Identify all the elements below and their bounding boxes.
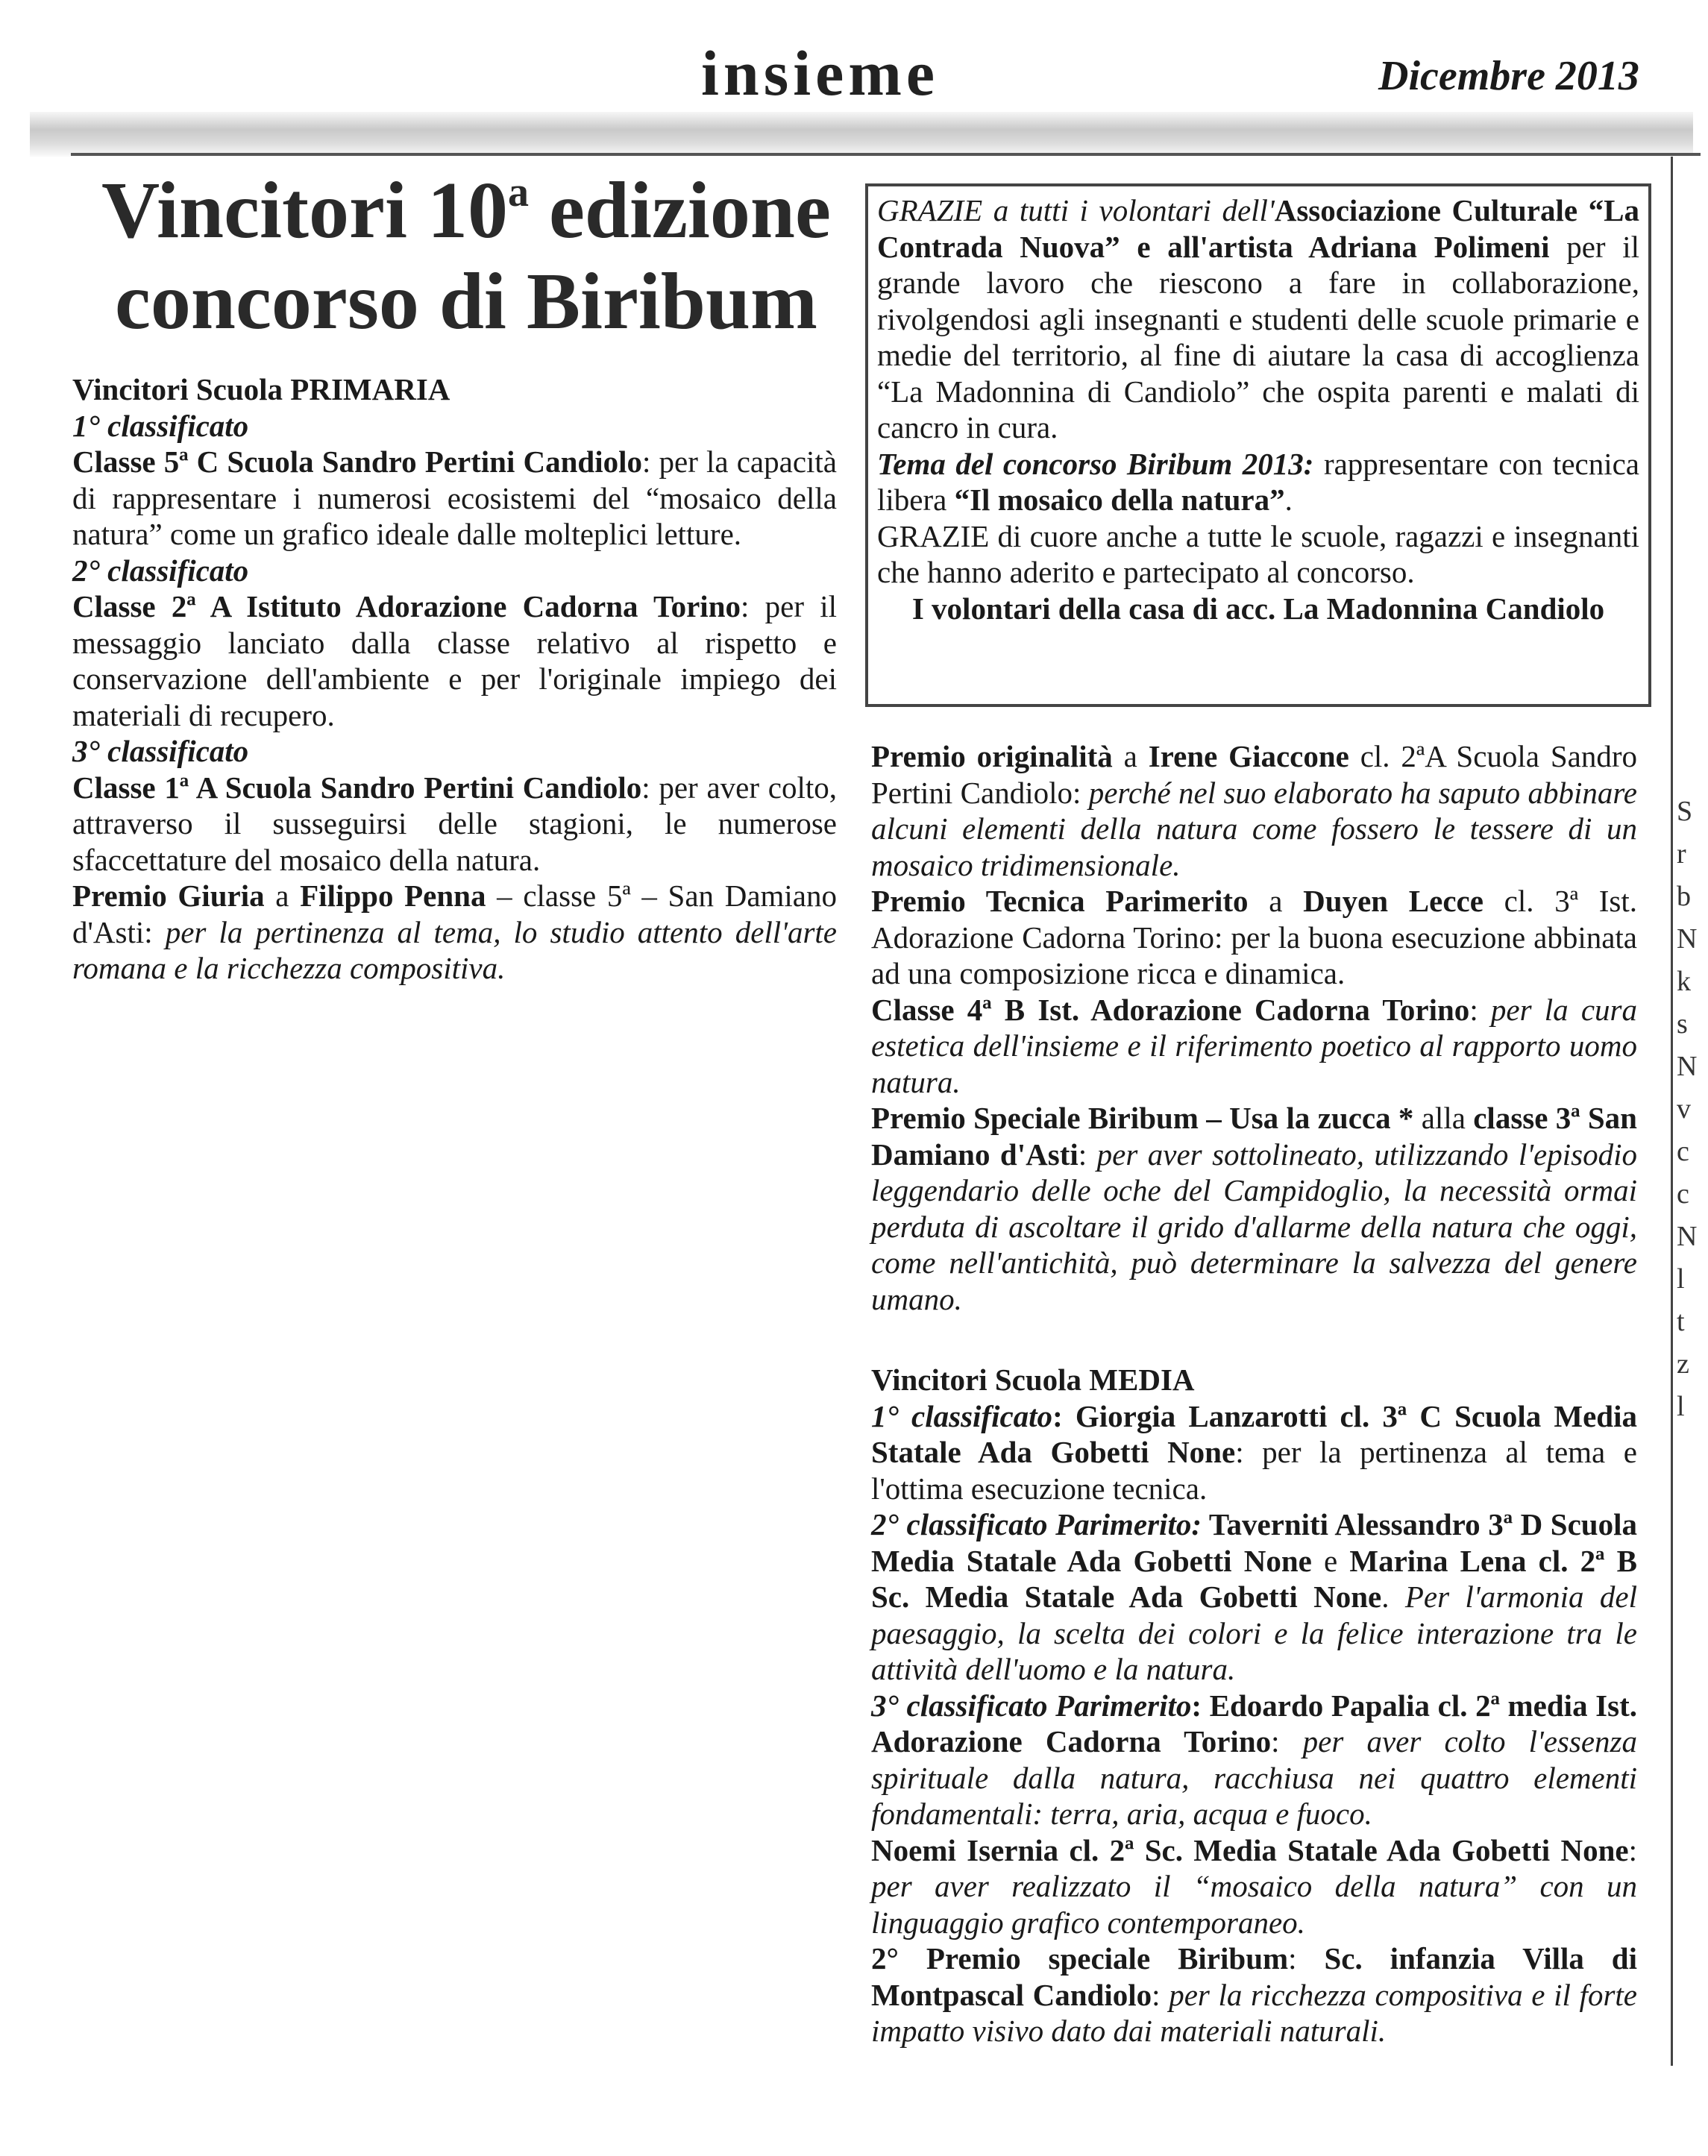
- premio-speciale-winner: classe 3ª San Damiano d'Asti: [871, 1101, 1637, 1172]
- thanks-association: Associazione Culturale “La Contrada Nuova” e all'artista Adriana Polimeni: [877, 193, 1639, 264]
- premio-originalita-class: cl. 2ªA Scuola Sandro Pertini Candiolo:: [871, 739, 1637, 810]
- media-second-winner-2: Marina Lena cl. 2ª B Sc. Media Statale Ada Gobetti None: [871, 1543, 1637, 1614]
- premio-tecnica-winner: Duyen Lecce: [1303, 884, 1483, 918]
- headline-sup: a: [507, 169, 529, 216]
- premio-originalita-a: a: [1112, 739, 1149, 773]
- media-third-label: 3° classificato Parimerito: [871, 1688, 1192, 1723]
- headline-line2: concorso di Biribum: [114, 257, 818, 346]
- header-rule-band: [30, 112, 1693, 157]
- classe-4b-colon: :: [1469, 992, 1491, 1027]
- primaria-first-label: 1° classificato: [72, 408, 249, 443]
- article-headline: [82, 166, 850, 348]
- media-third-entry: [871, 1688, 1637, 1832]
- media-fourth-entry: [871, 1832, 1637, 1941]
- headline-line1-b: edizione: [528, 166, 831, 255]
- thanks-signature: I volontari della casa di acc. La Madonnina Candiolo: [911, 591, 1605, 626]
- margin-letter: l: [1677, 1391, 1685, 1422]
- section-gap: [871, 1317, 1637, 1362]
- media-second-label: 2° classificato Parimerito:: [871, 1507, 1202, 1541]
- tema-title: “Il mosaico della natura”: [954, 483, 1285, 517]
- media-fourth-colon: :: [1628, 1832, 1637, 1867]
- margin-letter: N: [1677, 1051, 1698, 1082]
- media-third-colon: :: [1271, 1724, 1303, 1759]
- primaria-second-label: 2° classificato: [72, 553, 249, 588]
- margin-letter: N: [1677, 1221, 1698, 1252]
- thanks-box-text: [877, 192, 1639, 626]
- premio-speciale-motivation: per aver sottolineato, utilizzando l'episodio leggendario delle oche del Campidoglio, la necessità ormai perduta di ascoltare il grido d'allarme della natura che oggi, come nell'antichità, può determinare la salvezza del genere umano.: [871, 1137, 1637, 1316]
- premio-giuria-winner: Filippo Penna: [300, 879, 486, 913]
- premio-tecnica-entry: [871, 883, 1637, 992]
- margin-letter: c: [1677, 1178, 1689, 1210]
- margin-letter: r: [1677, 838, 1686, 870]
- thanks-paragraph-2: [877, 446, 1639, 518]
- media-heading: Vincitori Scuola MEDIA: [871, 1363, 1195, 1397]
- media-fourth-motivation: per aver realizzato il “mosaico della natura” con un linguaggio grafico contemporaneo.: [871, 1869, 1637, 1940]
- premio-speciale-colon: :: [1078, 1137, 1097, 1172]
- classe-4b-title: Classe 4ª B Ist. Adorazione Cadorna Torino: [871, 992, 1470, 1027]
- primaria-second-class: Classe 2ª A Istituto Adorazione Cadorna Torino: [72, 589, 741, 623]
- margin-letter: v: [1677, 1093, 1691, 1125]
- thanks-box: [865, 183, 1651, 707]
- primaria-third-class: Classe 1ª A Scuola Sandro Pertini Candiolo: [72, 770, 642, 805]
- margin-letter: N: [1677, 923, 1698, 955]
- headline-line1-a: Vincitori 10: [101, 166, 508, 255]
- classe-4b-entry: [871, 992, 1637, 1101]
- media-second-and: e: [1311, 1543, 1350, 1578]
- media-first-entry: [871, 1398, 1637, 1507]
- premio-tecnica-text: cl. 3ª Ist. Adorazione Cadorna Torino: per la buona esecuzione abbinata ad una composizione ricca e dinamica.: [871, 884, 1637, 990]
- media-second-motivation: Per l'armonia del paesaggio, la scelta dei colori e la felice interazione tra le attività dell'uomo e la natura.: [871, 1580, 1637, 1686]
- tema-text: rappresentare con tecnica libera: [877, 446, 1640, 517]
- premio-speciale-alla: alla: [1413, 1101, 1474, 1135]
- margin-letter: z: [1677, 1348, 1689, 1380]
- margin-letter: s: [1677, 1008, 1688, 1040]
- margin-letter: S: [1677, 796, 1693, 827]
- issue-date: Dicembre 2013: [1378, 53, 1639, 99]
- primaria-second-text: : per il messaggio lanciato dalla classe relativo al rispetto e conservazione dell'ambiente e per l'originale impiego dei materiali di recupero.: [72, 589, 837, 732]
- media-first-winner: : Giorgia Lanzarotti cl. 3ª C Scuola Media Statale Ada Gobetti None: [871, 1398, 1637, 1469]
- margin-letter: k: [1677, 966, 1691, 997]
- right-column: [871, 738, 1637, 2049]
- margin-letters: [1677, 791, 1707, 1428]
- thanks-body: per il grande lavoro che riescono a fare in collaborazione, rivolgendosi agli insegnanti e studenti delle scuole primarie e medie del territorio, al fine di aiutare la casa di accoglienza “La Madonnina di Candiolo” che ospita parenti e malati di cancro in cura.: [877, 229, 1640, 444]
- premio-speciale-entry: [871, 1100, 1637, 1317]
- media-first-label: 1° classificato: [871, 1398, 1053, 1433]
- premio-originalita-title: Premio originalità: [871, 739, 1113, 773]
- media-second-entry: [871, 1506, 1637, 1688]
- tema-end: .: [1284, 483, 1293, 517]
- premio-giuria-class: – classe 5ª – San Damiano d'Asti:: [72, 879, 837, 949]
- premio-tecnica-a: a: [1248, 884, 1304, 918]
- primaria-first-text: : per la capacità di rappresentare i numerosi ecosistemi del “mosaico della natura” come un grafico ideale dalle molteplici letture.: [72, 444, 837, 551]
- premio-speciale-title: Premio Speciale Biribum – Usa la zucca *: [871, 1101, 1414, 1135]
- premio-speciale-2-motivation: per la ricchezza compositiva e il forte impatto visivo dato dai materiali naturali.: [871, 1977, 1637, 2048]
- primaria-third-text: : per aver colto, attraverso il susseguirsi delle stagioni, le numerose sfaccettature del mosaico della natura.: [72, 770, 837, 877]
- margin-letter: b: [1677, 881, 1691, 912]
- margin-letter: c: [1677, 1136, 1689, 1167]
- primaria-second-entry: [72, 588, 837, 733]
- primaria-first-entry: [72, 444, 837, 553]
- thanks-paragraph-3: GRAZIE di cuore anche a tutte le scuole, ragazzi e insegnanti che hanno aderito e partecipato al concorso.: [877, 518, 1639, 589]
- media-second-winner-1: Taverniti Alessandro 3ª D Scuola Media Statale Ada Gobetti None: [871, 1507, 1637, 1578]
- media-third-winner: : Edoardo Papalia cl. 2ª media Ist. Adorazione Cadorna Torino: [871, 1688, 1637, 1759]
- premio-speciale-2-colon-2: :: [1152, 1977, 1169, 2012]
- primaria-heading: [72, 371, 837, 408]
- primaria-third-entry: [72, 770, 837, 879]
- premio-speciale-2-title: 2° Premio speciale Biribum: [871, 1941, 1289, 1976]
- page-right-border: [1671, 157, 1673, 2066]
- left-column: [72, 371, 837, 987]
- newspaper-masthead: insieme: [701, 37, 940, 109]
- tema-label: Tema del concorso Biribum 2013:: [877, 446, 1314, 481]
- primaria-first-class: Classe 5ª C Scuola Sandro Pertini Candiolo: [72, 444, 643, 479]
- margin-letter: t: [1677, 1306, 1685, 1337]
- media-third-motivation: per aver colto l'essenza spirituale dalla natura, racchiusa nei quattro elementi fondamentali: terra, aria, acqua e fuoco.: [871, 1724, 1637, 1831]
- premio-originalita-motivation: perché nel suo elaborato ha saputo abbinare alcuni elementi della natura come fossero le tessere di un mosaico tridimensionale.: [871, 775, 1637, 882]
- media-first-text: : per la pertinenza al tema e l'ottima esecuzione tecnica.: [871, 1435, 1637, 1506]
- premio-speciale-2-colon: :: [1288, 1941, 1325, 1976]
- premio-giuria-motivation: per la pertinenza al tema, lo studio attento dell'arte romana e la ricchezza compositiva.: [72, 914, 838, 985]
- classe-4b-motivation: per la cura estetica dell'insieme e il riferimento poetico al rapporto uomo natura.: [871, 992, 1637, 1099]
- primaria-third-label: 3° classificato: [72, 734, 249, 768]
- premio-speciale-2-entry: [871, 1940, 1637, 2049]
- premio-originalita-entry: [871, 738, 1637, 883]
- premio-giuria-entry: [72, 878, 837, 987]
- primaria-heading-text: Vincitori Scuola PRIMARIA: [72, 372, 450, 406]
- premio-originalita-winner: Irene Giaccone: [1148, 739, 1349, 773]
- margin-letter: l: [1677, 1263, 1685, 1295]
- premio-giuria-a: a: [264, 879, 301, 913]
- premio-tecnica-title: Premio Tecnica Parimerito: [871, 884, 1249, 918]
- media-fourth-winner: Noemi Isernia cl. 2ª Sc. Media Statale Ada Gobetti None: [871, 1832, 1629, 1867]
- thanks-paragraph-1: [877, 192, 1639, 446]
- premio-giuria-title: Premio Giuria: [72, 879, 265, 913]
- premio-speciale-2-winner: Sc. infanzia Villa di Montpascal Candiolo: [871, 1941, 1638, 2012]
- media-second-dot: .: [1381, 1580, 1405, 1614]
- header-rule-line: [71, 153, 1701, 156]
- thanks-intro: GRAZIE a tutti i volontari dell': [877, 193, 1275, 227]
